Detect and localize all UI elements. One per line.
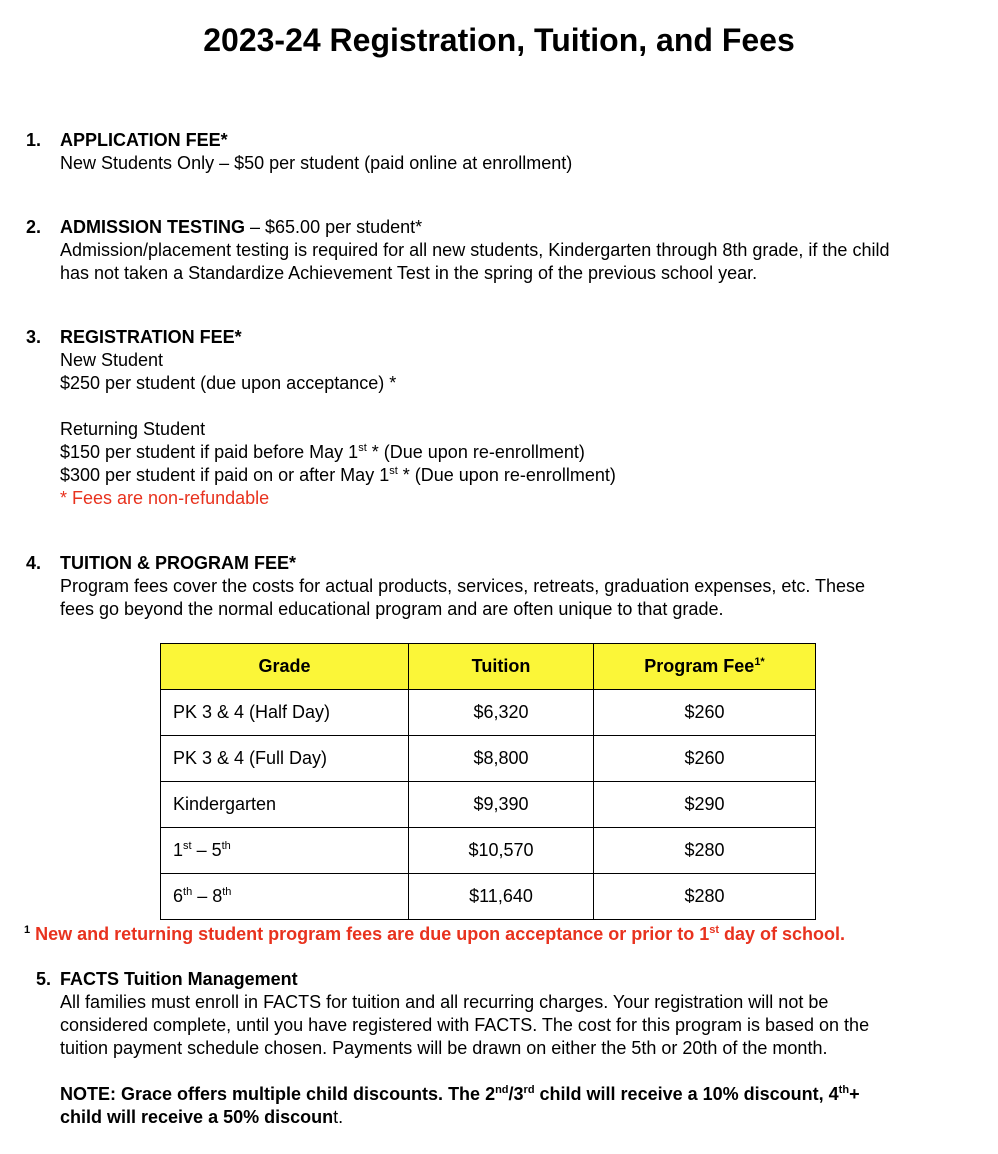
discount-note: [60, 1083, 869, 1106]
section-heading: REGISTRATION FEE*: [60, 327, 242, 347]
discount-note-line2: [60, 1106, 869, 1129]
non-refundable-note: * Fees are non-refundable: [60, 488, 270, 508]
header-tuition: Tuition: [409, 644, 594, 690]
section-heading: FACTS Tuition Management: [60, 969, 298, 989]
section-text: considered complete, until you have registered with FACTS. The cost for this program is based on the: [60, 1015, 870, 1035]
new-student-fee: $250 per student (due upon acceptance) *: [60, 373, 397, 393]
table-header-row: [161, 644, 816, 690]
section-text: tuition payment schedule chosen. Payments will be drawn on either the 5th or 20th of the month.: [60, 1038, 828, 1058]
ordinal-suffix: st: [183, 840, 192, 852]
section-text: All families must enroll in FACTS for tuition and all recurring charges. Your registration will not be: [60, 992, 829, 1012]
section-number: 5.: [36, 969, 52, 989]
returning-student-label: Returning Student: [60, 419, 206, 439]
tuition-table: [160, 643, 816, 920]
fee-text: * (Due upon re-enrollment): [366, 442, 585, 462]
grade-end: – 5: [191, 840, 222, 860]
header-program-fee-label: Program Fee: [644, 656, 755, 676]
grade-cell: PK 3 & 4 (Half Day): [161, 690, 409, 736]
tuition-cell: $11,640: [409, 874, 594, 920]
ordinal-suffix: rd: [523, 1084, 535, 1096]
returning-fee-early: [60, 441, 616, 464]
ordinal-suffix: th: [222, 886, 232, 898]
section-text: New Students Only – $50 per student (paid online at enrollment): [60, 153, 573, 173]
tuition-cell: $10,570: [409, 828, 594, 874]
footnote-marker: 1*: [754, 656, 765, 668]
program-fee-cell: $290: [594, 782, 816, 828]
grade-cell: [161, 828, 409, 874]
note-text: NOTE: Grace offers multiple child discounts. The 2: [60, 1084, 496, 1104]
fee-text: $150 per student if paid before May 1: [60, 442, 359, 462]
section-heading: APPLICATION FEE*: [60, 130, 228, 150]
fee-text: $300 per student if paid on or after May 1: [60, 465, 390, 485]
table-row: [161, 736, 816, 782]
section-text: Program fees cover the costs for actual products, services, retreats, graduation expenses, etc. These: [60, 576, 866, 596]
section-tuition-program-fee: [26, 552, 865, 621]
new-student-label: New Student: [60, 350, 164, 370]
section-number: 2.: [26, 217, 42, 237]
section-admission-testing: [26, 216, 889, 285]
program-fee-footnote: [24, 924, 845, 945]
section-number: 1.: [26, 130, 42, 150]
ordinal-suffix: st: [358, 442, 367, 454]
section-number: 3.: [26, 327, 42, 347]
ordinal-suffix: th: [838, 1084, 850, 1096]
section-text: has not taken a Standardize Achievement Test in the spring of the previous school year.: [60, 263, 758, 283]
returning-fee-late: [60, 464, 616, 487]
footnote-marker: 1: [24, 924, 31, 936]
ordinal-suffix: st: [389, 465, 398, 477]
table-row: [161, 782, 816, 828]
ordinal-suffix: th: [221, 840, 231, 852]
section-text: fees go beyond the normal educational program and are often unique to that grade.: [60, 599, 724, 619]
grade-cell: PK 3 & 4 (Full Day): [161, 736, 409, 782]
footnote-text: New and returning student program fees are due upon acceptance or prior to 1: [30, 924, 710, 944]
program-fee-cell: $260: [594, 736, 816, 782]
table-row: [161, 828, 816, 874]
section-heading-rest: – $65.00 per student*: [245, 217, 423, 237]
section-number: 4.: [26, 553, 42, 573]
section-heading: ADMISSION TESTING: [60, 217, 246, 237]
grade-cell: [161, 874, 409, 920]
program-fee-cell: $280: [594, 874, 816, 920]
table-row: [161, 874, 816, 920]
grade-cell: Kindergarten: [161, 782, 409, 828]
page-title: 2023-24 Registration, Tuition, and Fees: [203, 22, 795, 58]
fee-text: * (Due upon re-enrollment): [397, 465, 616, 485]
section-application-fee: [26, 129, 572, 175]
header-grade: Grade: [161, 644, 409, 690]
section-registration-fee: [26, 326, 616, 510]
section-heading: TUITION & PROGRAM FEE*: [60, 553, 297, 573]
grade-end: – 8: [192, 886, 223, 906]
section-facts-tuition: [36, 968, 869, 1129]
program-fee-cell: $260: [594, 690, 816, 736]
grade-start: 1: [173, 840, 184, 860]
tuition-cell: $8,800: [409, 736, 594, 782]
tuition-cell: $6,320: [409, 690, 594, 736]
note-text: child will receive a 10% discount, 4: [534, 1084, 839, 1104]
ordinal-suffix: nd: [495, 1084, 509, 1096]
section-text: Admission/placement testing is required for all new students, Kindergarten through 8th grade, if the child: [60, 240, 890, 260]
ordinal-suffix: st: [709, 924, 720, 936]
note-text: t.: [333, 1107, 344, 1127]
note-text: +: [849, 1084, 860, 1104]
header-program-fee: [594, 644, 816, 690]
grade-start: 6: [173, 886, 184, 906]
ordinal-suffix: th: [183, 886, 193, 898]
table-row: [161, 690, 816, 736]
note-text: child will receive a 50% discoun: [60, 1107, 334, 1127]
footnote-text: day of school.: [719, 924, 846, 944]
program-fee-cell: $280: [594, 828, 816, 874]
note-text: /3: [508, 1084, 524, 1104]
tuition-cell: $9,390: [409, 782, 594, 828]
